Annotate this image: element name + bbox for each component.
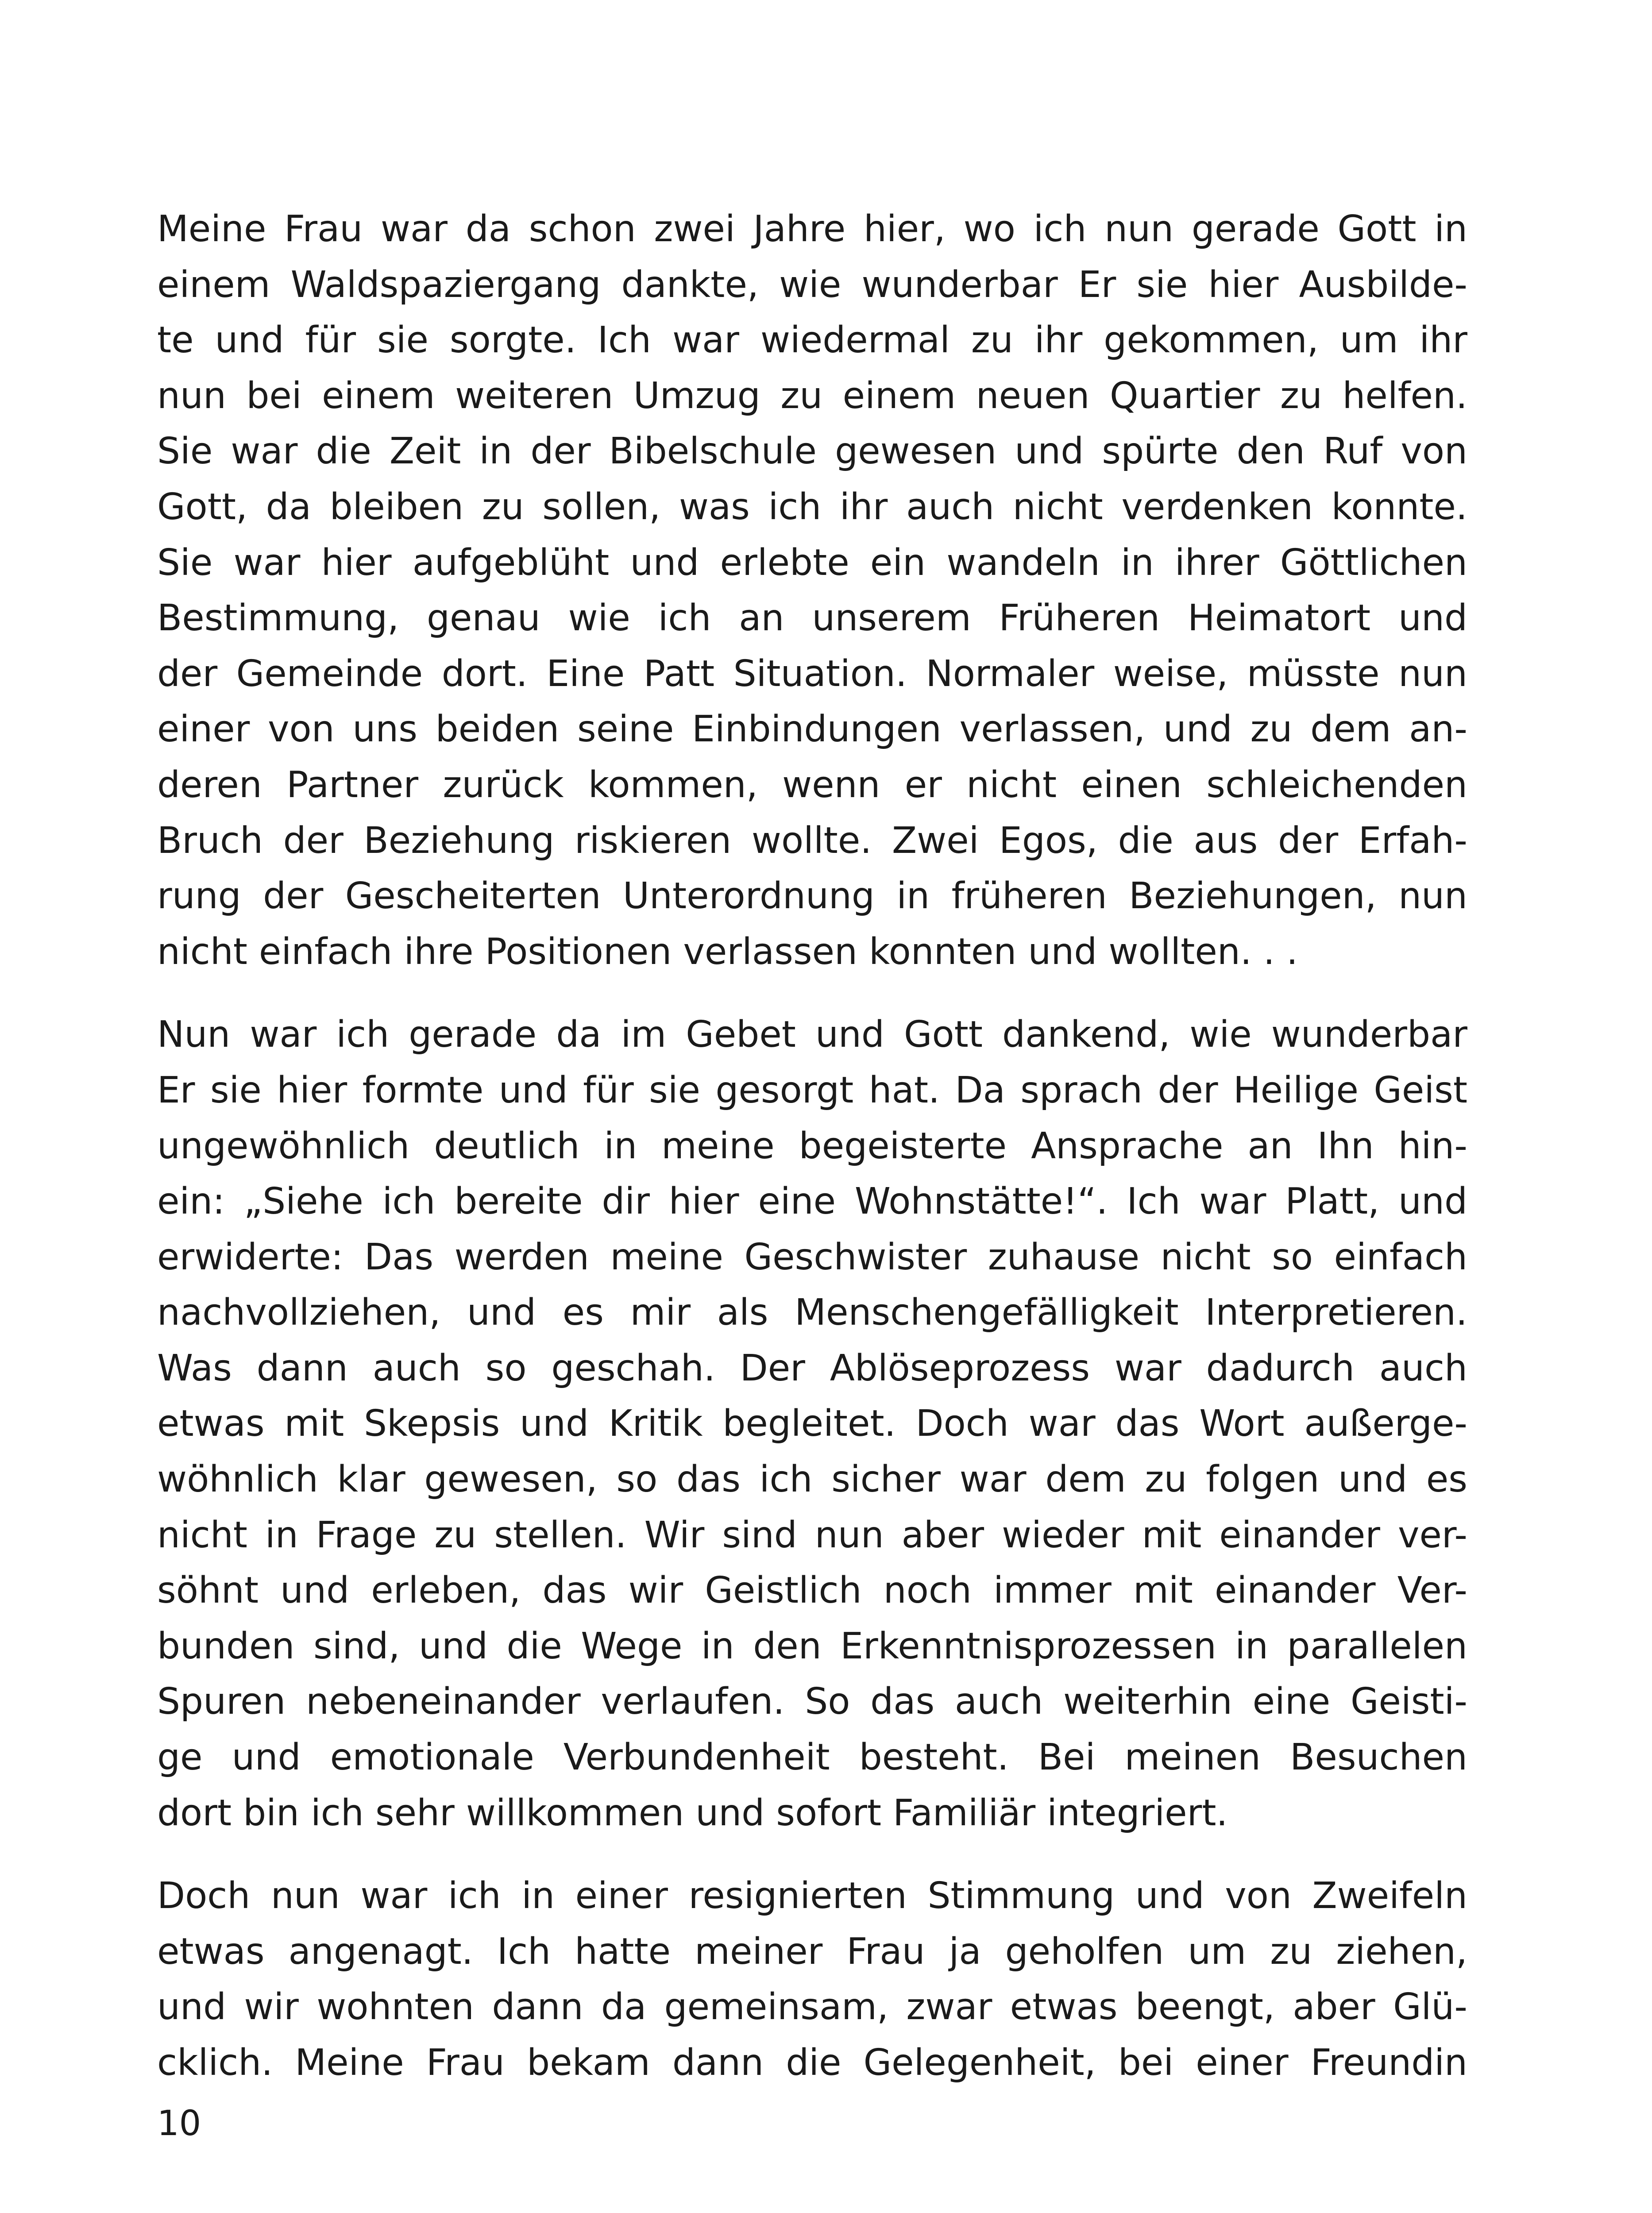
text-line: nicht in Frage zu stellen. Wir sind nun aber wieder mit einander ver- — [157, 1514, 1467, 1556]
text-line: Sie war hier aufgeblüht und erlebte ein wandeln in ihrer Göttlichen — [157, 541, 1467, 584]
text-line: einem Waldspaziergang dankte, wie wunderbar Er sie hier Ausbilde- — [157, 263, 1467, 306]
text-line: wöhnlich klar gewesen, so das ich sicher war dem zu folgen und es — [157, 1458, 1467, 1501]
text-line: dort bin ich sehr willkommen und sofort Familiär integriert. — [157, 1792, 1228, 1834]
text-line: söhnt und erleben, das wir Geistlich noch immer mit einander Ver- — [157, 1569, 1467, 1612]
text-line: der Gemeinde dort. Eine Patt Situation. Normaler weise, müsste nun — [157, 652, 1467, 695]
text-line: ein: „Siehe ich bereite dir hier eine Wohnstätte!“. Ich war Platt, und — [157, 1180, 1467, 1223]
text-line: Doch nun war ich in einer resignierten Stimmung und von Zweifeln — [157, 1875, 1467, 1917]
text-line: te und für sie sorgte. Ich war wiedermal zu ihr gekommen, um ihr — [157, 319, 1467, 362]
text-line: und wir wohnten dann da gemeinsam, zwar etwas beengt, aber Glü- — [157, 1986, 1467, 2028]
text-line: Sie war die Zeit in der Bibelschule gewesen und spürte den Ruf von — [157, 430, 1467, 473]
paragraph-2 — [157, 1007, 1467, 1841]
text-line: Meine Frau war da schon zwei Jahre hier, wo ich nun gerade Gott in — [157, 208, 1467, 250]
paragraph-1 — [157, 201, 1467, 979]
text-line: nicht einfach ihre Positionen verlassen konnten und wollten. . . — [157, 930, 1298, 973]
text-line: Er sie hier formte und für sie gesorgt hat. Da sprach der Heilige Geist — [157, 1069, 1467, 1111]
text-line: einer von uns beiden seine Einbindungen verlassen, und zu dem an- — [157, 708, 1467, 751]
text-line: erwiderte: Das werden meine Geschwister zuhause nicht so einfach — [157, 1236, 1467, 1278]
text-line: rung der Gescheiterten Unterordnung in früheren Beziehungen, nun — [157, 875, 1467, 918]
paragraph-3 — [157, 1868, 1467, 2090]
text-line: Gott, da bleiben zu sollen, was ich ihr auch nicht verdenken konnte. — [157, 486, 1467, 528]
text-line: Nun war ich gerade da im Gebet und Gott dankend, wie wunderbar — [157, 1014, 1467, 1056]
text-line: nachvollziehen, und es mir als Menschengefälligkeit Interpretieren. — [157, 1292, 1467, 1334]
text-line: etwas angenagt. Ich hatte meiner Frau ja geholfen um zu ziehen, — [157, 1930, 1467, 1973]
page-number: 10 — [157, 2104, 201, 2144]
text-line: Was dann auch so geschah. Der Ablöseprozess war dadurch auch — [157, 1347, 1467, 1389]
text-line: Bruch der Beziehung riskieren wollte. Zwei Egos, die aus der Erfah- — [157, 819, 1467, 862]
text-line: ungewöhnlich deutlich in meine begeisterte Ansprache an Ihn hin- — [157, 1125, 1467, 1167]
text-line: nun bei einem weiteren Umzug zu einem neuen Quartier zu helfen. — [157, 374, 1467, 417]
text-line: bunden sind, und die Wege in den Erkenntnisprozessen in parallelen — [157, 1625, 1467, 1667]
text-line: Bestimmung, genau wie ich an unserem Früheren Heimatort und — [157, 597, 1467, 640]
body-text — [157, 201, 1467, 2091]
text-line: Spuren nebeneinander verlaufen. So das auch weiterhin eine Geisti- — [157, 1681, 1467, 1723]
text-line: etwas mit Skepsis und Kritik begleitet. Doch war das Wort außerge- — [157, 1403, 1467, 1445]
text-line: deren Partner zurück kommen, wenn er nicht einen schleichenden — [157, 763, 1467, 806]
text-line: cklich. Meine Frau bekam dann die Gelegenheit, bei einer Freundin — [157, 2042, 1467, 2084]
text-line: ge und emotionale Verbundenheit besteht. Bei meinen Besuchen — [157, 1736, 1467, 1779]
